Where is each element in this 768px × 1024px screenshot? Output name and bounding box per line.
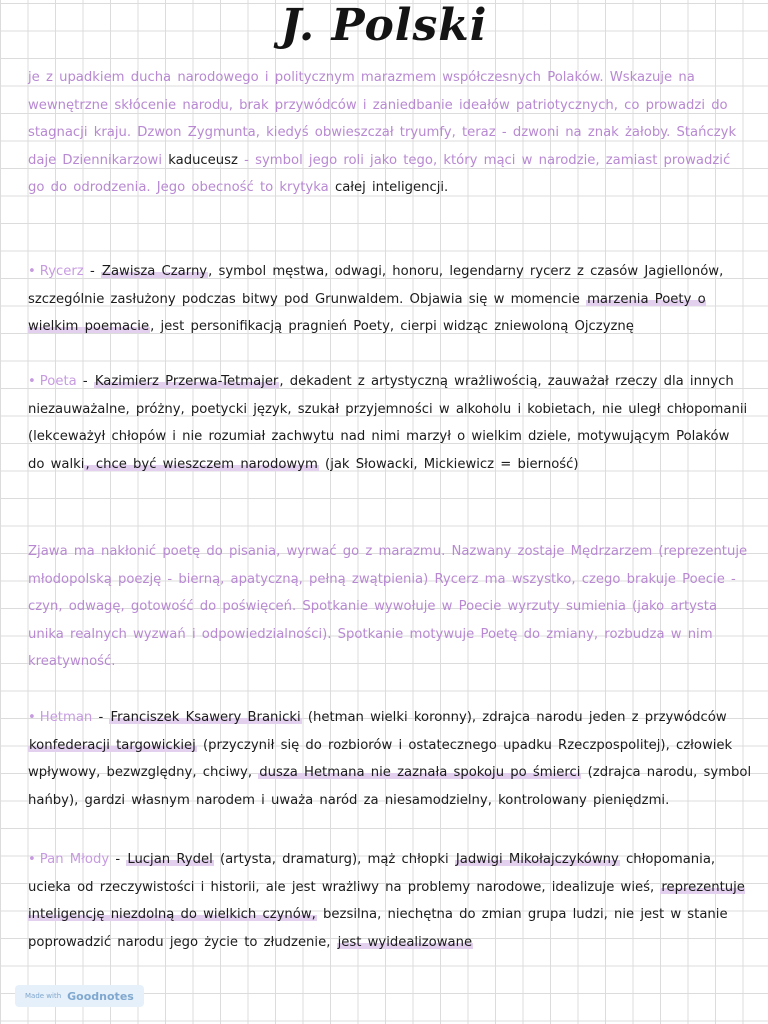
poeta-text-1: , dekadent z artystyczną wrażliwością, zauważał rzeczy dla innych niezauważalne, próżny, poetycki język, szukał przyjemności w alkoholu i kobietach, nie uległ chłopomanii (lekceważył chłopów i nie rozumiał zachwytu nad nimi marzył o wielkim dziele, motywującym Polaków do walki: [28, 374, 748, 472]
intro-text-kaduceusz: kaduceusz: [168, 152, 238, 168]
hetman-dash: -: [98, 710, 104, 725]
panmlody-highlight-3: jest wyidealizowane: [337, 934, 473, 950]
hetman-text-1: (hetman wielki koronny), zdrajca narodu jeden z przywódców: [307, 710, 727, 725]
poeta-dash: -: [82, 374, 88, 389]
bullet-icon: •: [28, 852, 36, 867]
poeta-paragraph: [28, 368, 752, 478]
zjawa-paragraph: [28, 538, 752, 676]
hetman-paragraph: [28, 704, 752, 814]
intro-text-1: je z upadkiem ducha narodowego i politycznym marazmem współczesnych Polaków. Wskazuje na wewnętrzne skłócenie narodu, brak przywódców i zaniedbanie ideałów patriotycznych, co prowadzi do stagnacji kraju. Dzwon Zygmunta, kiedyś obwieszczał tryumfy, teraz - dzwoni na znak żałoby. Stańczyk daje Dziennikarzowi: [28, 70, 737, 168]
panmlody-text-2: chłopomania, ucieka od rzeczywistości i historii, ale jest wrażliwy na problemy narodowe, idealizuje wieś,: [28, 852, 716, 895]
hetman-label: Hetman: [39, 710, 93, 725]
poeta-highlight: , chce być wieszczem narodowym: [85, 456, 318, 472]
panmlody-highlight-1: Jadwigi Mikołajczykówny: [455, 852, 619, 867]
hetman-name: Franciszek Ksawery Branicki: [110, 710, 301, 725]
rycerz-paragraph: [28, 258, 752, 341]
rycerz-label: Rycerz: [39, 264, 84, 279]
poeta-text-2: (jak Słowacki, Mickiewicz = bierność): [325, 456, 579, 472]
rycerz-text-2: , jest personifikacją pragnień Poety, cierpi widząc zniewoloną Ojczyznę: [150, 319, 634, 335]
hetman-text-2: (przyczynił się do rozbiorów i ostatecznego upadku Rzeczpospolitej), człowiek wpływowy, bezwzględny, chciwy,: [28, 737, 733, 781]
hetman-highlight-2: dusza Hetmana nie zaznała spokoju po śmierci: [259, 765, 581, 781]
rycerz-name: Zawisza Czarny: [101, 264, 208, 279]
panmlody-name: Lucjan Rydel: [127, 852, 213, 867]
goodnotes-watermark: [15, 985, 144, 1007]
zjawa-text: Zjawa ma nakłonić poetę do pisania, wyrwać go z marazmu. Nazwany zostaje Mędrzarzem (reprezentuje młodopolską poezję - bierną, apatyczną, pełną zwątpienia) Rycerz ma wszystko, czego brakuje Poecie - czyn, odwagę, gotowość do poświęceń. Spotkanie wywołuje w Poecie wyrzuty sumienia (jako artysta unika realnych wyzwań i odpowiedzialności). Spotkanie motywuje Poetę do zmiany, rozbudza w nim kreatywność.: [28, 544, 748, 670]
panmlody-text-3: bezsilna, niechętna do zmian grupa ludzi, nie jest w stanie poprowadzić narodu jego życie to złudzenie,: [28, 907, 728, 950]
panmlody-dash: -: [115, 852, 121, 867]
bullet-icon: •: [28, 264, 36, 279]
page-title: J. Polski: [280, 0, 488, 51]
intro-text-2: - symbol jego roli jako tego, który mąci w narodzie, zamiast prowadzić go do odrodzenia. Jego obecność to krytyka: [28, 152, 731, 196]
rycerz-highlight: marzenia Poety o wielkim poemacie: [28, 291, 706, 335]
panmlody-label: Pan Młody: [39, 852, 110, 867]
intro-text-3: całej inteligencji.: [334, 180, 449, 196]
rycerz-dash: -: [89, 264, 95, 279]
intro-paragraph: [28, 64, 752, 202]
hetman-highlight-1: konfederacji targowickiej: [29, 737, 196, 753]
goodnotes-brand: Goodnotes: [67, 989, 134, 1003]
rycerz-text-1: , symbol męstwa, odwagi, honoru, legendarny rycerz z czasów Jagiellonów, szczególnie zasłużony podczas bitwy pod Grunwaldem. Objawia się w momencie: [28, 264, 724, 307]
bullet-icon: •: [28, 710, 36, 725]
made-with-text: Made with: [25, 992, 62, 1000]
panmlody-paragraph: [28, 846, 752, 956]
poeta-name: Kazimierz Przerwa-Tetmajer: [94, 374, 279, 389]
poeta-label: Poeta: [39, 374, 77, 389]
panmlody-highlight-2: reprezentuje inteligencję niezdolną do wielkich czynów,: [28, 879, 745, 923]
bullet-icon: •: [28, 374, 36, 389]
panmlody-text-1: (artysta, dramaturg), mąż chłopki: [219, 852, 449, 867]
hetman-text-3: (zdrajca narodu, symbol hańby), gardzi własnym narodem i uważa naród za niesamodzielny, kontrolowany pieniędzmi.: [28, 765, 752, 808]
